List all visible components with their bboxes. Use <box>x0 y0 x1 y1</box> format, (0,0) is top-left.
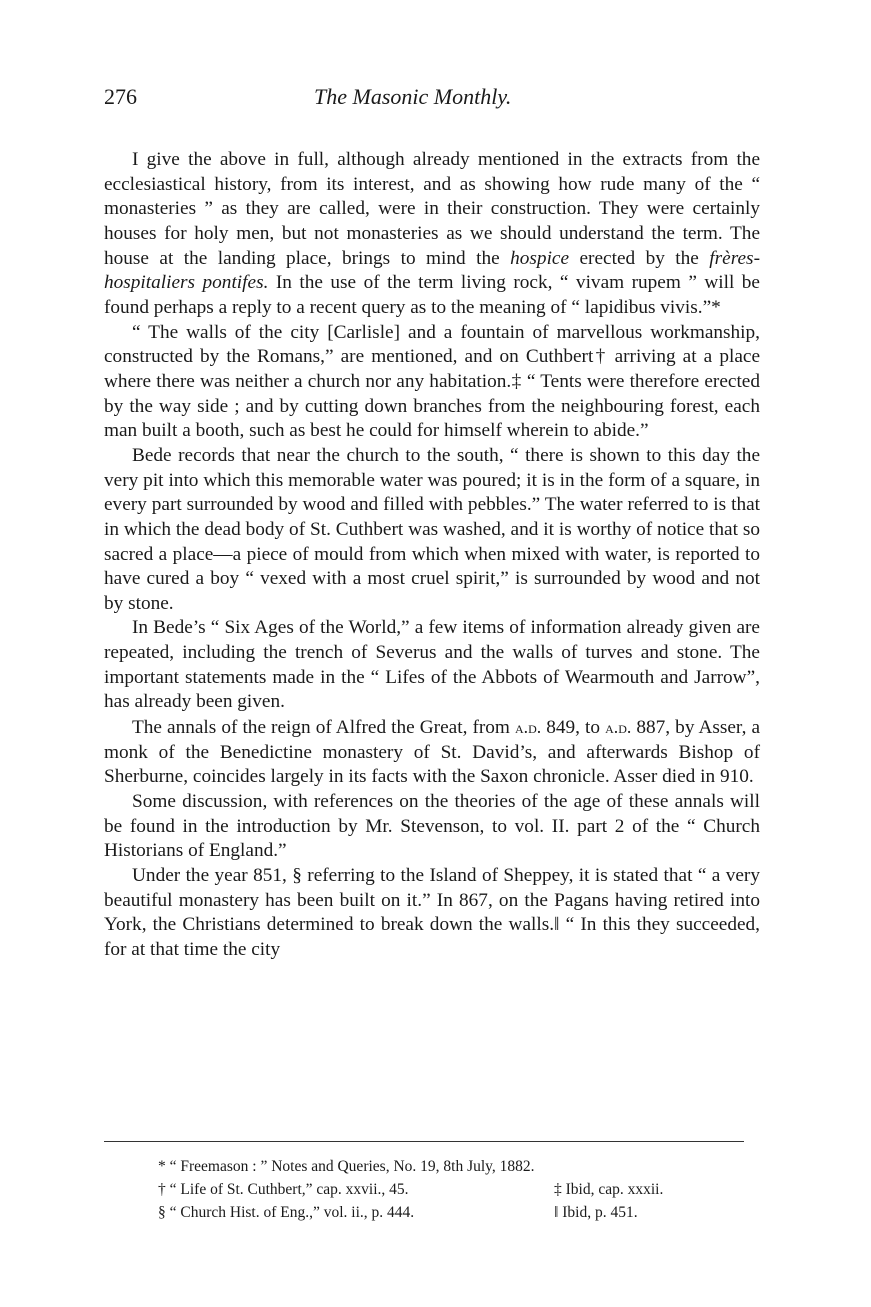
paragraph <box>104 715 760 790</box>
footnote: ‡ Ibid, cap. xxxii. <box>554 1181 664 1198</box>
text-run: Under the year 851, § referring to the Island of Sheppey, it is stated that “ a very beautiful monastery has been built on it.” In 867, on the Pagans having retired into York, the Christians determined to break down the walls.‖ “ In this they succeeded, for at that time the city <box>104 865 760 960</box>
text-run: “ The walls of the city [Carlisle] and a fountain of marvellous workmanship, constructed by the Romans,” are mentioned, and on Cuthbert† arriving at a place where there was neither a church nor any habitation.‡ “ Tents were therefore erected by the way side ; and by cutting down branches from the neighbouring forest, each man built a booth, such as best he could for himself wherein to abide.” <box>104 321 760 442</box>
text-run: Some discussion, with references on the theories of the age of these annals will be found in the introduction by Mr. Stevenson, to vol. II. part 2 of the “ Church Historians of England.” <box>104 791 760 862</box>
paragraph <box>104 864 760 963</box>
footnotes <box>158 1155 758 1224</box>
text-run: In Bede’s “ Six Ages of the World,” a few items of information already given are repeated, including the trench of Severus and the walls of turves and stone. The important statements made in the “ Lifes of the Abbots of Wearmouth and Jarrow”, has already been given. <box>104 617 760 713</box>
text-run: hospice <box>510 247 570 269</box>
running-head <box>104 84 764 114</box>
footnote: † “ Life of St. Cuthbert,” cap. xxvii., 45. <box>158 1181 409 1198</box>
paragraph <box>104 321 760 444</box>
footnote: § “ Church Hist. of Eng.,” vol. ii., p. 444. <box>158 1204 415 1221</box>
text-run: I give the above in full, although already mentioned in the extracts from the ecclesiastical history, from its interest, and as showing how rude many of the “ monasteries ” as they are called, were in their construction. They were certainly houses for holy men, but not monasteries as we should understand the term. The house at the landing place, brings to mind the <box>104 149 760 269</box>
text-run: a.d. <box>514 717 542 738</box>
paragraph <box>104 444 760 617</box>
footnote: ‖ Ibid, p. 451. <box>554 1204 638 1221</box>
text-run: frères-hospitaliers pontifes. <box>104 247 760 294</box>
footnote: * “ Freemason : ” Notes and Queries, No. 19, 8th July, 1882. <box>158 1158 535 1175</box>
footnote-row <box>158 1178 758 1201</box>
footnote-rule <box>104 1141 744 1142</box>
journal-title: The Masonic Monthly. <box>314 84 512 109</box>
footnote-row <box>158 1155 758 1178</box>
text-run: The annals of the reign of Alfred the Great, from <box>132 717 515 739</box>
paragraph <box>104 790 760 864</box>
paragraph <box>104 148 760 321</box>
text-run: a.d. <box>605 717 632 738</box>
body-text <box>104 148 760 963</box>
text-run: erected by the <box>569 247 710 269</box>
paragraph <box>104 616 760 715</box>
text-run: 887, by Asser, a monk of the Benedictine monastery of St. David’s, and afterwards Bishop of Sherburne, coincides largely in its facts with the Saxon chronicle. Asser died in 910. <box>104 717 761 788</box>
text-run: In the use of the term living rock, “ vivam rupem ” will be found perhaps a reply to a recent query as to the meaning of “ lapidibus vivis.”* <box>104 272 760 318</box>
text-run: 849, to <box>541 717 606 739</box>
footnote-row <box>158 1201 758 1224</box>
text-run: Bede records that near the church to the south, “ there is shown to this day the very pit into which this memorable water was poured; it is in the form of a square, in every part surrounded by wood and filled with pebbles.” The water referred to is that in which the dead body of St. Cuthbert was washed, and it is worthy of notice that so sacred a place—a piece of mould from which when mixed with water, is reported to have cured a boy “ vexed with a most cruel spirit,” is surrounded by wood and not by stone. <box>104 444 760 614</box>
page-number: 276 <box>104 84 137 109</box>
